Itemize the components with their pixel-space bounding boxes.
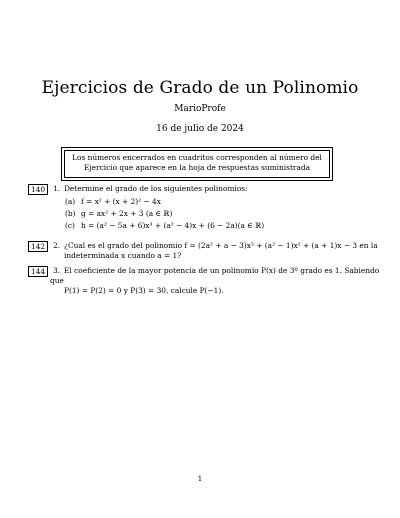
exercise-number: 2.: [52, 241, 60, 250]
exercise-text-continued: indeterminada x cuando a = 1?: [64, 251, 182, 260]
exercise-code-box: 140: [28, 184, 48, 195]
exercise-text: ¿Cual es el grado del polinomio f = (2a² + a − 3)x³ + (a² − 1)x² + (a + 1)x − 3 en la: [64, 241, 378, 250]
item-label: (a): [65, 197, 76, 206]
exercise-2: [28, 241, 380, 261]
page-number: 1: [197, 474, 203, 483]
exercise-body: [50, 184, 380, 232]
note-box: Los números encerrados en cuadritos corresponden al número del Ejercicio que aparece en la hoja de respuestas suministrada: [64, 150, 330, 178]
list-item: [65, 208, 380, 220]
item-text: f = x² + (x + 2)² − 4x: [81, 197, 161, 206]
list-item: [65, 196, 380, 208]
author: MarioProfe: [174, 104, 226, 114]
exercise-code-box: 144: [28, 266, 48, 277]
exercise-number: 3.: [52, 266, 60, 275]
date: 16 de julio de 2024: [156, 124, 244, 134]
exercise-body: [50, 266, 380, 296]
item-list: [65, 196, 380, 232]
list-item: [65, 220, 380, 232]
exercise-3: [28, 266, 380, 296]
item-label: (b): [65, 209, 76, 218]
exercise-text: El coeficiente de la mayor potencia de un polinomio P(x) de 3º grado es 1. Sabiendo que: [50, 266, 380, 285]
item-text: g = ax² + 2x + 3 (a ∈ ℝ): [81, 209, 173, 218]
item-text: h = (a² − 5a + 6)x³ + (a² − 4)x + (6 − 2a)(a ∈ ℝ): [81, 221, 265, 230]
exercise-number: 1.: [52, 184, 60, 193]
exercise-text-continued: P(1) = P(2) = 0 y P(3) = 30, calcule P(−1).: [64, 286, 224, 295]
exercise-text: Determine el grado de los siguientes polinomios:: [64, 184, 248, 193]
exercise-body: [50, 241, 380, 261]
page-title: Ejercicios de Grado de un Polinomio: [41, 78, 359, 98]
exercise-code-box: 142: [28, 241, 48, 252]
exercise-1: [28, 184, 380, 232]
item-label: (c): [65, 221, 75, 230]
